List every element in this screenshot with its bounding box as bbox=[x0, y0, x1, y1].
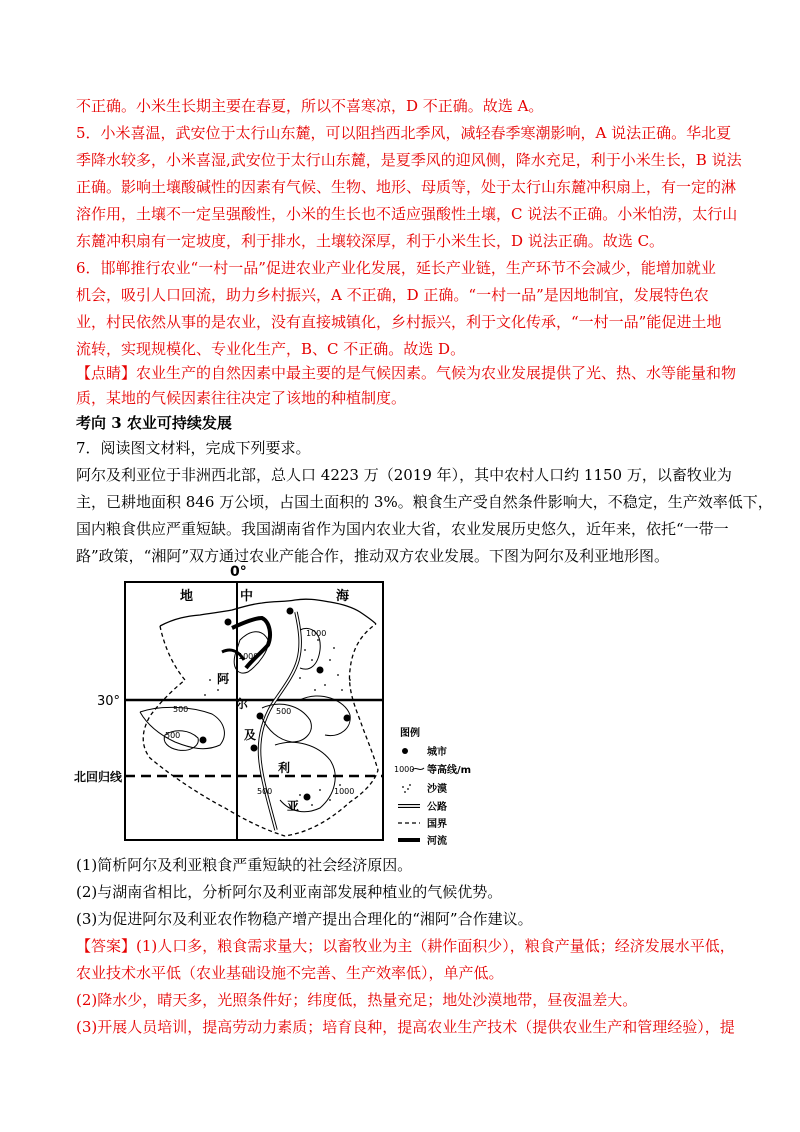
legend-city-icon bbox=[402, 748, 408, 754]
contour-label: 1000 bbox=[238, 652, 259, 661]
text-line: 业，村民依然从事的是农业，没有直接城镇化，乡村振兴，利于文化传承，“一村一品”能促进土地 bbox=[76, 313, 722, 331]
country-char: 阿 bbox=[217, 672, 230, 686]
legend-contour-value: 1000 bbox=[394, 765, 415, 774]
text-line: 季降水较多，小米喜湿,武安位于太行山东麓，是夏季风的迎风侧，降水充足，利于小米生长，B 说法 bbox=[76, 151, 742, 169]
text-line: 5．小米喜温，武安位于太行山东麓，可以阻挡西北季风，减轻春季寒潮影响，A 说法正确。华北夏 bbox=[76, 124, 732, 142]
legend-item: 公路 bbox=[427, 802, 447, 813]
text-line: 农业技术水平低（农业基础设施不完善、生产效率低），单产低。 bbox=[76, 964, 504, 982]
contour-line bbox=[300, 696, 350, 736]
desert-dots bbox=[204, 639, 351, 806]
city-dot bbox=[225, 619, 232, 626]
text-line: 主，已耕地面积 846 万公顷，占国土面积的 3%。粮食生产受自然条件影响大，不稳定，生产效率低下， bbox=[76, 493, 773, 511]
sea-char: 中 bbox=[240, 589, 254, 604]
legend-item: 河流 bbox=[427, 836, 447, 847]
text-line: 机会，吸引人口回流，助力乡村振兴，A 不正确，D 正确。“一村一品”是因地制宜，发展特色农 bbox=[76, 286, 709, 304]
text-line: 正确。影响土壤酸碱性的因素有气候、生物、地形、母质等，处于太行山东麓冲积扇上，有一定的淋 bbox=[76, 178, 737, 196]
sea-char: 海 bbox=[336, 589, 350, 604]
text-line: 6．邯郸推行农业“一村一品”促进农业产业化发展，延长产业链，生产环节不会减少，能增加就业 bbox=[76, 259, 716, 277]
text-line: 东麓冲积扇有一定坡度，利于排水，土壤较深厚，利于小米生长，D 说法正确。故选 C。 bbox=[76, 232, 665, 250]
text-line: 7．阅读图文材料，完成下列要求。 bbox=[76, 439, 311, 457]
text-line: 溶作用，土壤不一定呈强酸性，小米的生长也不适应强酸性土壤，C 说法不正确。小米怕涝，太行山 bbox=[76, 205, 738, 223]
text-line: 不正确。小米生长期主要在春夏，所以不喜寒凉，D 不正确。故选 A。 bbox=[76, 97, 544, 115]
country-char: 尔 bbox=[236, 697, 249, 711]
legend-item: 城市 bbox=[427, 747, 447, 758]
city-dot bbox=[344, 715, 351, 722]
text-line: 路”政策，“湘阿”双方通过农业产能合作，推动双方农业发展。下图为阿尔及利亚地形图。 bbox=[76, 547, 670, 565]
text-line: 国内粮食供应严重短缺。我国湖南省作为国内农业大省，农业发展历史悠久，近年来，依托“一带一 bbox=[76, 520, 729, 538]
text-line: (3)开展人员培训，提高劳动力素质；培育良种，提高农业生产技术（提供农业生产和管理经验），提 bbox=[76, 1018, 735, 1036]
text-line: 阿尔及利亚位于非洲西北部，总人口 4223 万（2019 年），其中农村人口约 1150 万，以畜牧业为 bbox=[76, 466, 732, 484]
lon-label: 0° bbox=[230, 564, 247, 580]
contour-label: 500 bbox=[257, 787, 273, 796]
contour-label: 500 bbox=[173, 705, 189, 714]
country-char: 利 bbox=[278, 761, 291, 775]
text-line: 【点睛】农业生产的自然因素中最主要的是气候因素。气候为农业发展提供了光、热、水等能量和物 bbox=[76, 364, 737, 382]
text-line: (3)为促进阿尔及利亚农作物稳产增产提出合理化的“湘阿”合作建议。 bbox=[76, 910, 533, 928]
city-dot bbox=[251, 745, 258, 752]
legend-item: 等高线/m bbox=[427, 765, 472, 776]
contour-label: 1000 bbox=[334, 787, 355, 796]
legend-desert-icon bbox=[402, 784, 411, 793]
contour-label: 500 bbox=[165, 731, 181, 740]
text-line: 【答案】(1)人口多，粮食需求量大；以畜牧业为主（耕作面积少），粮食产量低；经济发展水平低， bbox=[76, 937, 735, 955]
text-line: (1)简析阿尔及利亚粮食严重短缺的社会经济原因。 bbox=[76, 856, 413, 874]
legend-title: 图例 bbox=[400, 728, 420, 739]
city-dot bbox=[287, 608, 294, 615]
sea-char: 地 bbox=[180, 589, 194, 604]
text-line: 质，某地的气候因素往往决定了该地的种植制度。 bbox=[76, 389, 407, 407]
city-dot bbox=[200, 737, 207, 744]
text-line: (2)降水少，晴天多，光照条件好；纬度低，热量充足；地处沙漠地带，昼夜温差大。 bbox=[76, 991, 638, 1009]
city-dot bbox=[257, 713, 264, 720]
contour-label: 500 bbox=[276, 707, 292, 716]
map-legend bbox=[394, 726, 471, 847]
legend-item: 国界 bbox=[427, 819, 447, 830]
tropic-label: 北回归线 bbox=[74, 770, 123, 784]
city-dot bbox=[317, 667, 324, 674]
country-char: 及 bbox=[244, 728, 257, 742]
legend-item: 沙漠 bbox=[427, 784, 447, 795]
text-line: 考向 3 农业可持续发展 bbox=[76, 414, 232, 432]
contour-label: 1000 bbox=[306, 629, 327, 638]
text-line: (2)与湖南省相比，分析阿尔及利亚南部发展种植业的气候优势。 bbox=[76, 883, 503, 901]
text-line: 流转，实现规模化、专业化生产，B、C 不正确。故选 D。 bbox=[76, 340, 466, 358]
country-char: 亚 bbox=[287, 799, 300, 813]
lat-label: 30° bbox=[97, 694, 121, 709]
city-dot bbox=[304, 794, 311, 801]
